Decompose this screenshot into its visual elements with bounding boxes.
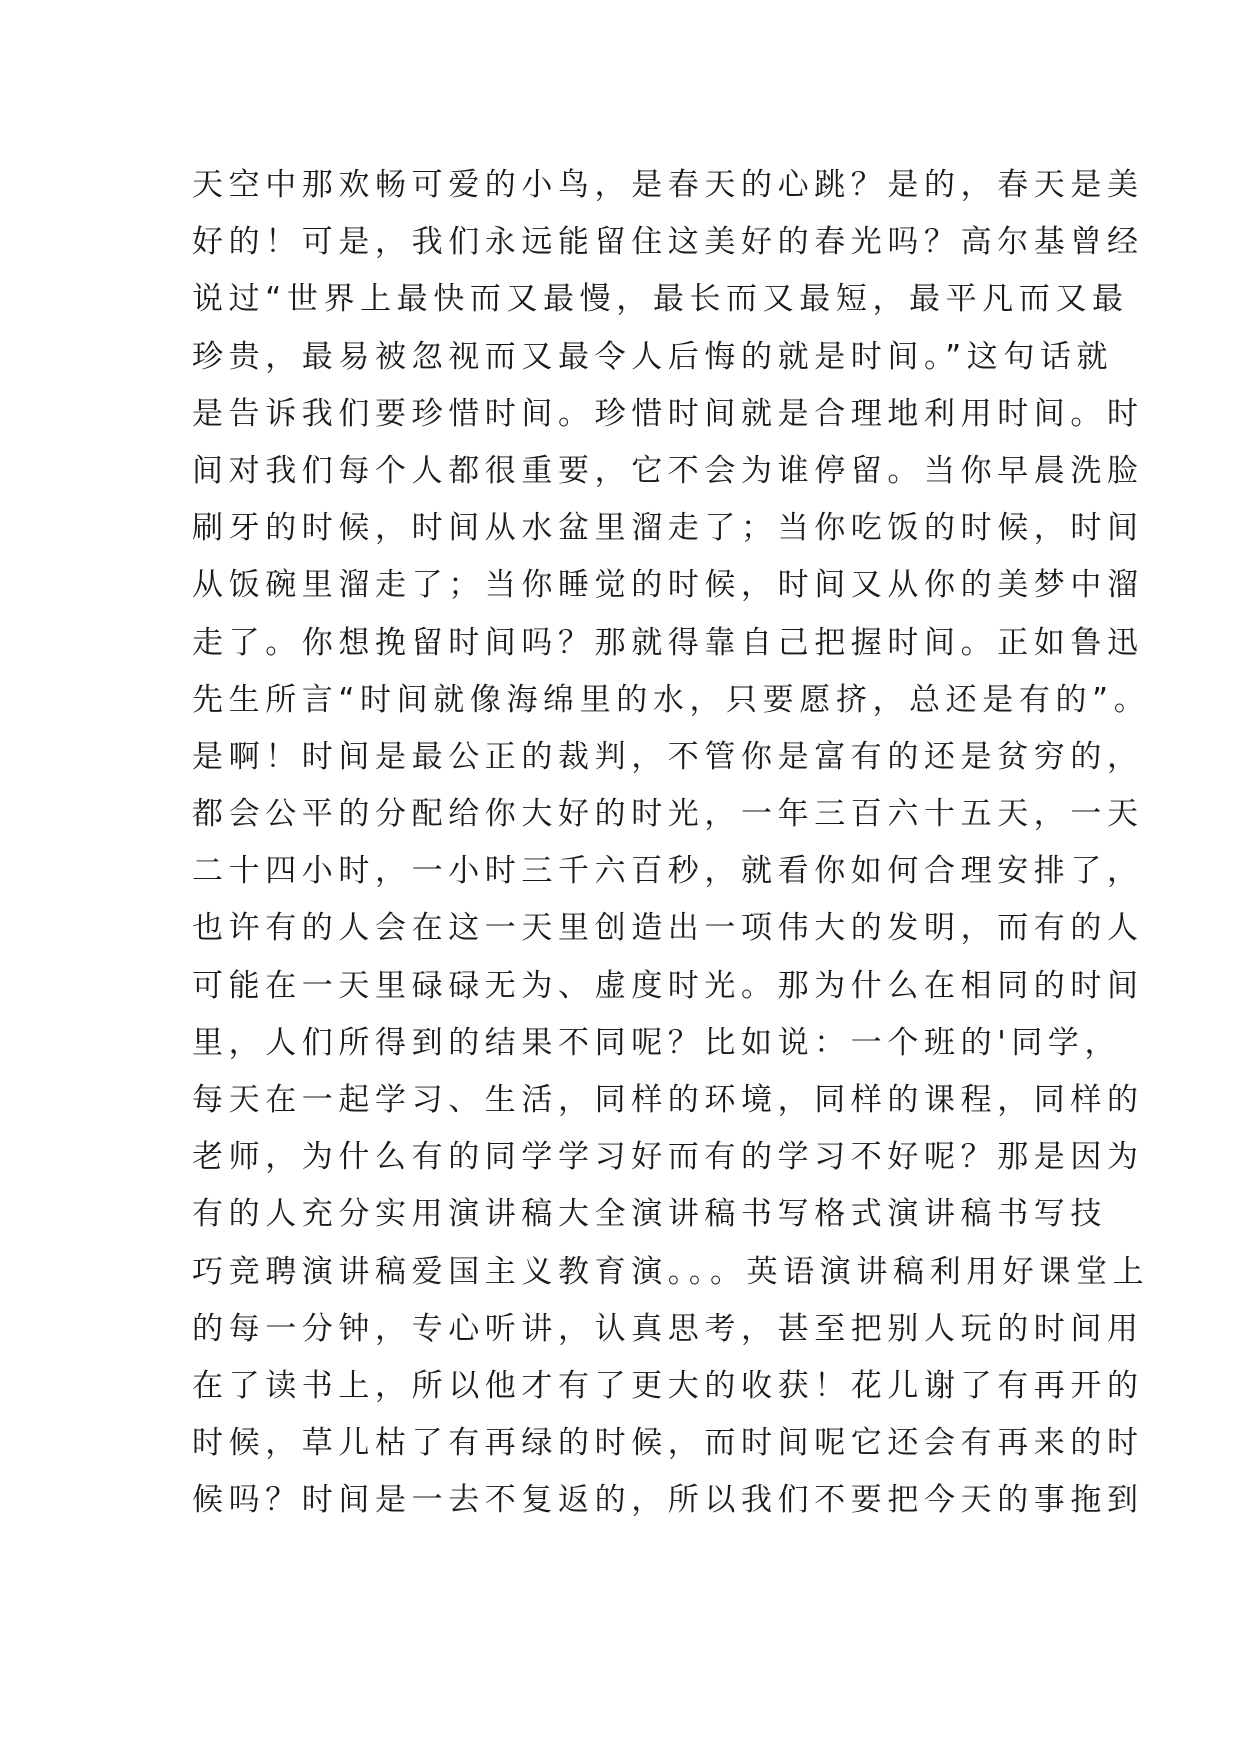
text-line: 候吗？时间是一去不复返的，所以我们不要把今天的事拖到 [192, 1482, 1144, 1519]
text-line: 都会公平的分配给你大好的时光，一年三百六十五天，一天 [192, 796, 1144, 833]
text-line: 有的人充分实用演讲稿大全演讲稿书写格式演讲稿书写技 [192, 1196, 1107, 1233]
text-line: 是告诉我们要珍惜时间。珍惜时间就是合理地利用时间。时 [192, 395, 1144, 432]
text-line: 每天在一起学习、生活，同样的环境，同样的课程，同样的 [192, 1082, 1144, 1118]
text-line: 是啊！时间是最公正的裁判，不管你是富有的还是贫穷的， [192, 738, 1144, 775]
text-line: 也许有的人会在这一天里创造出一项伟大的发明，而有的人 [192, 910, 1144, 947]
text-line: 刷牙的时候，时间从水盆里溜走了；当你吃饭的时候，时间 [192, 510, 1144, 547]
text-line: 巧竞聘演讲稿爱国主义教育演。。。英语演讲稿利用好课堂上 [192, 1253, 1150, 1290]
text-line: 时候，草儿枯了有再绿的时候，而时间呢它还会有再来的时 [192, 1425, 1144, 1462]
text-line: 可能在一天里碌碌无为、虚度时光。那为什么在相同的时间 [192, 967, 1144, 1004]
body-text [192, 157, 1151, 1530]
text-line: 里，人们所得到的结果不同呢？比如说：一个班的'同学， [192, 1024, 1122, 1061]
text-line: 从饭碗里溜走了；当你睡觉的时候，时间又从你的美梦中溜 [192, 567, 1144, 604]
text-line: 天空中那欢畅可爱的小鸟，是春天的心跳？是的，春天是美 [192, 167, 1144, 203]
text-line: 先生所言“时间就像海绵里的水，只要愿挤，总还是有的”。 [192, 681, 1151, 718]
text-line: 老师，为什么有的同学学习好而有的学习不好呢？那是因为 [192, 1139, 1144, 1176]
text-line: 好的！可是，我们永远能留住这美好的春光吗？高尔基曾经 [192, 224, 1144, 261]
text-line: 在了读书上，所以他才有了更大的收获！花儿谢了有再开的 [192, 1367, 1144, 1404]
text-line: 二十四小时，一小时三千六百秒，就看你如何合理安排了， [192, 853, 1144, 890]
text-line: 珍贵，最易被忽视而又最令人后悔的就是时间。”这句话就 [192, 338, 1114, 375]
text-line: 间对我们每个人都很重要，它不会为谁停留。当你早晨洗脸 [192, 452, 1144, 489]
text-line: 的每一分钟，专心听讲，认真思考，甚至把别人玩的时间用 [192, 1310, 1144, 1347]
text-line: 走了。你想挽留时间吗？那就得靠自己把握时间。正如鲁迅 [192, 624, 1144, 661]
text-line: 说过“世界上最快而又最慢，最长而又最短，最平凡而又最 [192, 281, 1129, 318]
